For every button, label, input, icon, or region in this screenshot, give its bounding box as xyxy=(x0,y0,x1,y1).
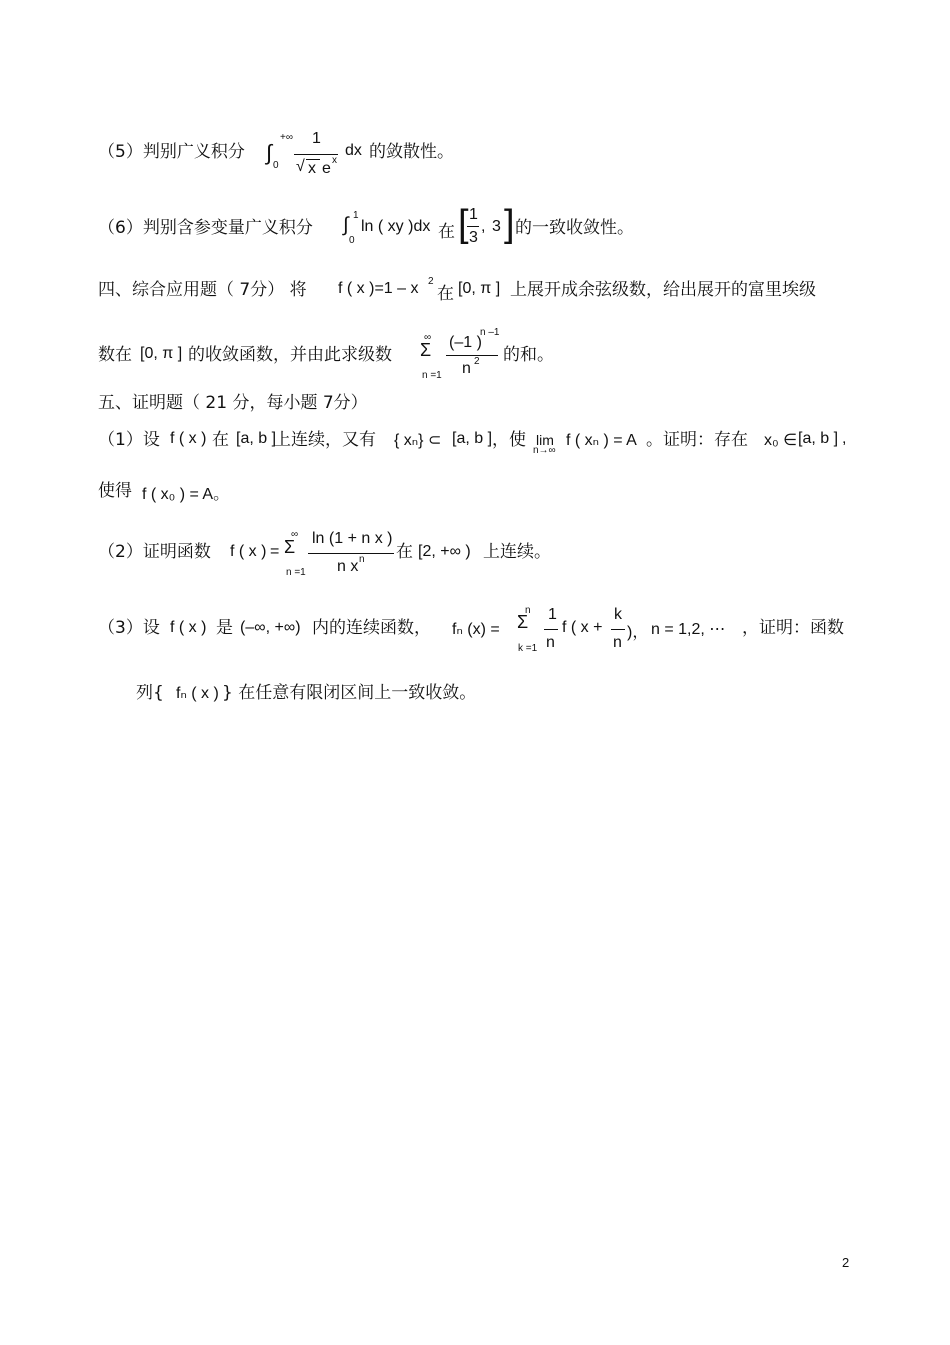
s4-frac-bar xyxy=(446,355,498,356)
p1-ab-3: [a, b ] xyxy=(798,430,839,447)
p1-b: 在 xyxy=(212,430,229,450)
p2-b: 在 xyxy=(396,542,413,562)
interval-0-pi: [0, π ] xyxy=(458,280,501,297)
exp-n-minus-1: n –1 xyxy=(480,327,500,338)
p3-fn-x: fₙ (x) = xyxy=(452,621,500,638)
p2-denominator: n x xyxy=(337,558,359,575)
p3-b: 是 xyxy=(216,618,233,638)
p3-real-line: (–∞, +∞) xyxy=(240,619,301,636)
q6-label: （6）判别含参变量广义积分 xyxy=(98,218,313,238)
integral-lower: 0 xyxy=(273,160,279,171)
p1-ab-2: [a, b ] xyxy=(452,430,493,447)
p1-c: 上连续，又有 xyxy=(274,430,376,450)
q6-mid: 在 xyxy=(438,222,455,241)
bracket-right: ] xyxy=(504,203,515,245)
p3-frac2-den: n xyxy=(613,634,622,651)
p3-sigma: Σ xyxy=(517,612,529,632)
p2-sum-lower: n =1 xyxy=(286,567,306,578)
p2-frac-bar xyxy=(308,553,394,554)
p1-fxn: f ( xₙ ) = A xyxy=(566,432,637,449)
q5-suffix: 的敛散性。 xyxy=(369,142,454,162)
p2-c: 上连续。 xyxy=(483,542,551,562)
bracket-left: [ xyxy=(458,203,469,245)
s4-line1-c: 上展开成余弦级数，给出展开的富里埃级 xyxy=(510,280,816,300)
p3-frac2-num: k xyxy=(614,606,622,623)
neg-one: (–1 ) xyxy=(449,334,482,351)
sigma: Σ xyxy=(420,340,432,360)
p3-c: 内的连续函数， xyxy=(312,618,431,638)
frac-den: 3 xyxy=(469,229,478,246)
lim: lim xyxy=(536,432,554,448)
integral-upper: +∞ xyxy=(280,132,293,143)
interval-0-pi-2: [0, π ] xyxy=(140,345,183,362)
p3-line2a: 列{ xyxy=(136,683,164,703)
p1-line2: 使得 xyxy=(98,481,132,501)
comma: , xyxy=(481,218,486,235)
s4-line1-a: 四、综合应用题（ 7分） 将 xyxy=(98,280,307,300)
square: 2 xyxy=(428,276,434,287)
q6-suffix: 的一致收敛性。 xyxy=(515,218,634,238)
p1-a: （1）设 xyxy=(98,430,160,450)
s4-line1-b: 在 xyxy=(437,284,454,303)
p1-e: 。证明：存在 xyxy=(646,430,748,450)
p1-x0-in: x₀ ∈ xyxy=(764,432,798,449)
s5-heading: 五、证明题（ 21 分，每小题 7分） xyxy=(98,393,368,413)
p2-fx: f ( x ) xyxy=(230,543,267,560)
p2-sum-upper: ∞ xyxy=(291,529,299,540)
p2-sigma: Σ xyxy=(284,537,296,557)
s4-line2-c: 的和。 xyxy=(503,345,554,365)
integral6-lower: 0 xyxy=(349,235,355,246)
sqrt-x: x xyxy=(308,160,316,177)
p3-d: ，证明：函数 xyxy=(742,618,844,638)
p1-fx0: f ( x₀ ) = A。 xyxy=(142,486,230,503)
question-5 xyxy=(98,141,245,163)
p3-frac1-den: n xyxy=(546,634,555,651)
p2-numerator: ln (1 + n x ) xyxy=(312,530,393,547)
p3-a: （3）设 xyxy=(98,618,160,638)
p3-sum-lower: k =1 xyxy=(518,643,538,654)
integral-sign-6: ∫ xyxy=(343,214,349,236)
p3-n-range: n = 1,2, ⋯ xyxy=(651,621,726,638)
p1-fx: f ( x ) xyxy=(170,430,207,447)
fraction-numerator: 1 xyxy=(312,130,321,147)
frac-num: 1 xyxy=(469,206,478,223)
fx-def: f ( x )=1 – x xyxy=(338,280,419,297)
exp-e: e xyxy=(322,160,331,177)
den-n: n xyxy=(462,360,471,377)
ln-xy-dx: ln ( xy )dx xyxy=(361,218,431,235)
p3-fx: f ( x ) xyxy=(170,619,207,636)
p3-line2b: } 在任意有限闭区间上一致收敛。 xyxy=(222,683,477,703)
p3-frac1-num: 1 xyxy=(548,606,557,623)
p2-eq: = xyxy=(270,543,280,560)
page-number: 2 xyxy=(842,1255,850,1270)
lim-sub: n→∞ xyxy=(533,445,556,456)
p1-ab: [a, b ] xyxy=(236,430,277,447)
dx: dx xyxy=(345,142,362,159)
frac-bar xyxy=(467,226,479,227)
p1-d: ，使 xyxy=(492,430,526,450)
p1-xn-set: { xₙ} ⊂ xyxy=(394,432,442,449)
s4-line2-b: 的收敛函数，并由此求级数 xyxy=(188,345,392,365)
p3-frac2-bar xyxy=(611,629,625,630)
sqrt-sign: √ xyxy=(296,158,305,175)
p3-fx-k: f ( x + xyxy=(562,619,603,636)
p2-den-exp: n xyxy=(359,554,365,565)
q5-label: （5）判别广义积分 xyxy=(98,142,245,162)
sum-upper: ∞ xyxy=(424,332,432,343)
integral-sign: ∫ xyxy=(266,140,273,165)
p3-sum-upper: n xyxy=(525,605,531,616)
integral6-upper: 1 xyxy=(353,210,359,221)
p1-comma: , xyxy=(842,430,847,447)
exp-power: x xyxy=(332,155,337,166)
p3-close: )， xyxy=(627,624,649,641)
three: 3 xyxy=(492,218,501,235)
p3-fn-list: fₙ ( x ) xyxy=(176,685,219,702)
p3-frac1-bar xyxy=(544,629,558,630)
p2-interval: [2, +∞ ) xyxy=(418,543,471,560)
s4-line2-a: 数在 xyxy=(98,345,132,365)
den-n-exp: 2 xyxy=(474,356,480,367)
p2-a: （2）证明函数 xyxy=(98,542,211,562)
sum-lower: n =1 xyxy=(422,370,442,381)
